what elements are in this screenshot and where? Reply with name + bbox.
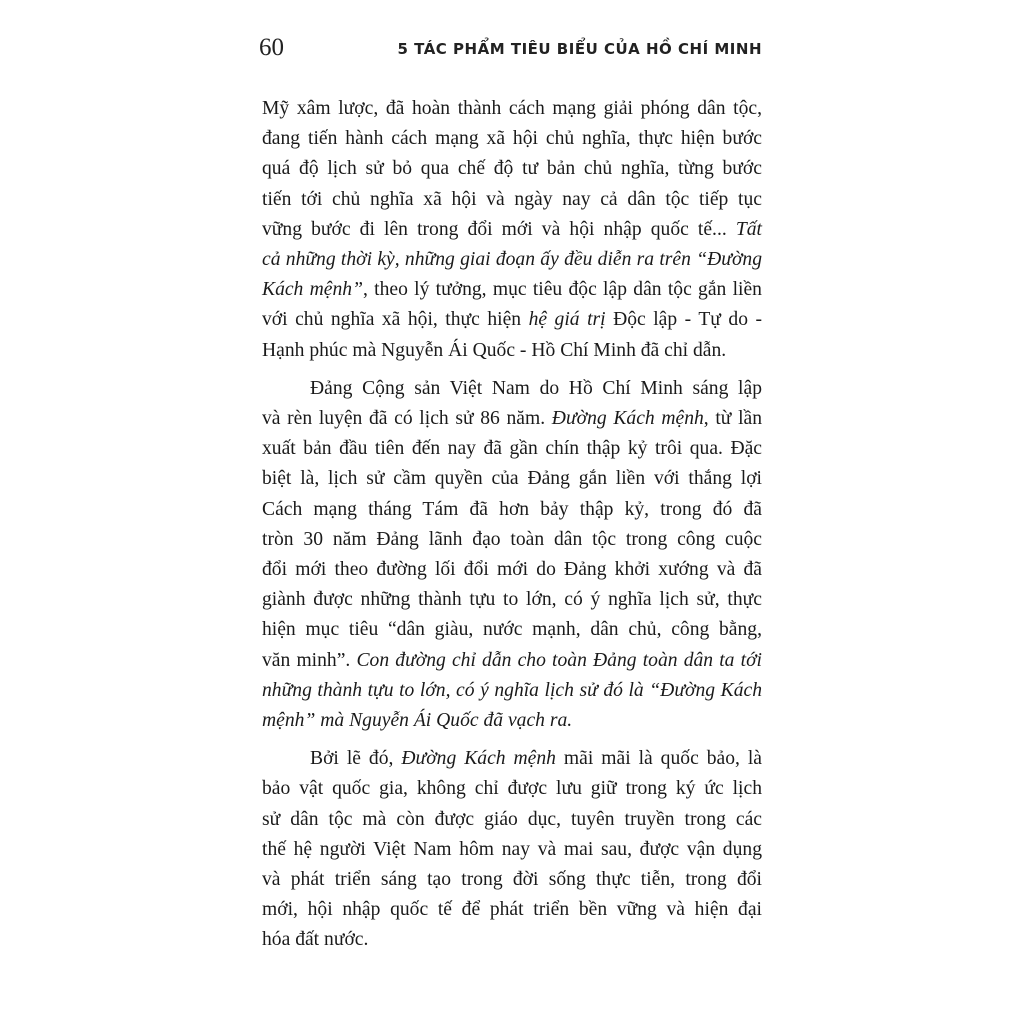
italic-text-run: Đường Kách mệnh (551, 408, 704, 430)
text-line: sử dân tộc mà còn được giáo dục, tuyên truyền trong các (262, 808, 762, 830)
text-line: quá độ lịch sử bỏ qua chế độ tư bản chủ nghĩa, từng bước (262, 158, 762, 180)
text-line: đang tiến hành cách mạng xã hội chủ nghĩa, thực hiện bước (262, 128, 762, 150)
text-line: mới, hội nhập quốc tế để phát triển bền vững và hiện đại (262, 899, 762, 921)
italic-text-run: Tất (735, 218, 762, 240)
italic-text-line: những thành tựu to lớn, có ý nghĩa lịch sử đó là “Đường Kách (262, 679, 762, 701)
text-line: Đảng Cộng sản Việt Nam do Hồ Chí Minh sáng lập (310, 377, 762, 399)
paragraph-gap (262, 366, 762, 374)
text-line: xuất bản đầu tiên đến nay đã gần chín thập kỷ trôi qua. Đặc (262, 438, 762, 460)
text-run: , từ lần (703, 408, 763, 430)
text-line (262, 275, 762, 305)
text-line: Hạnh phúc mà Nguyễn Ái Quốc - Hồ Chí Minh đã chỉ dẫn. (262, 339, 727, 361)
text-line: giành được những thành tựu to lớn, có ý nghĩa lịch sử, thực (262, 589, 762, 611)
text-line (262, 215, 762, 245)
text-line: và phát triển sáng tạo trong đời sống thực tiễn, trong đổi (262, 869, 762, 891)
text-line: thế hệ người Việt Nam hôm nay và mai sau, được vận dụng (262, 838, 762, 860)
paragraph-1 (262, 94, 762, 366)
text-run: Độc lập - Tự do - (605, 309, 763, 331)
text-line (262, 646, 762, 676)
running-title: 5 TÁC PHẨM TIÊU BIỂU CỦA HỒ CHÍ MINH (397, 40, 762, 58)
text-line: đổi mới theo đường lối đổi mới do Đảng khởi xướng và đã (262, 559, 762, 581)
italic-text-line: mệnh” mà Nguyễn Ái Quốc đã vạch ra. (262, 710, 573, 732)
text-run: mãi mãi là quốc bảo, là (555, 748, 763, 770)
text-run: và rèn luyện đã có lịch sử 86 năm. (262, 408, 552, 430)
text-run: Bởi lẽ đó, (310, 748, 402, 770)
text-line: tiến tới chủ nghĩa xã hội và ngày nay cả dân tộc tiếp tục (262, 188, 762, 210)
paragraph-2 (262, 374, 762, 736)
text-line: bảo vật quốc gia, không chỉ được lưu giữ trong ký ức lịch (262, 778, 762, 800)
text-line: tròn 30 năm Đảng lãnh đạo toàn dân tộc trong công cuộc (262, 528, 762, 550)
text-run: , theo lý tưởng, mục tiêu độc lập dân tộc gắn liền (362, 279, 762, 301)
italic-text-run: Con đường chỉ dẫn cho toàn Đảng toàn dân ta tới (356, 649, 762, 671)
text-line: Cách mạng tháng Tám đã hơn bảy thập kỷ, trong đó đã (262, 498, 762, 520)
text-run: vững bước đi lên trong đổi mới và hội nhập quốc tế... (262, 218, 736, 240)
text-line: hiện mục tiêu “dân giàu, nước mạnh, dân chủ, công bằng, (262, 619, 762, 641)
italic-text-run: hệ giá trị (528, 309, 606, 331)
paragraph-3 (262, 744, 762, 955)
page-number: 60 (259, 34, 284, 61)
body-text (262, 94, 762, 956)
text-line: Mỹ xâm lược, đã hoàn thành cách mạng giải phóng dân tộc, (262, 98, 762, 119)
text-line (262, 744, 762, 774)
italic-text-run: Kách mệnh” (262, 279, 363, 301)
text-run: văn minh”. (262, 649, 357, 671)
italic-text-line: cả những thời kỳ, những giai đoạn ấy đều diễn ra trên “Đường (262, 249, 762, 271)
text-line: hóa đất nước. (262, 929, 369, 951)
text-line (262, 404, 762, 434)
italic-text-run: Đường Kách mệnh (401, 748, 556, 770)
text-line (262, 305, 762, 335)
text-run: với chủ nghĩa xã hội, thực hiện (262, 309, 529, 331)
text-line: biệt là, lịch sử cầm quyền của Đảng gắn liền với thắng lợi (262, 468, 762, 490)
paragraph-gap (262, 736, 762, 744)
